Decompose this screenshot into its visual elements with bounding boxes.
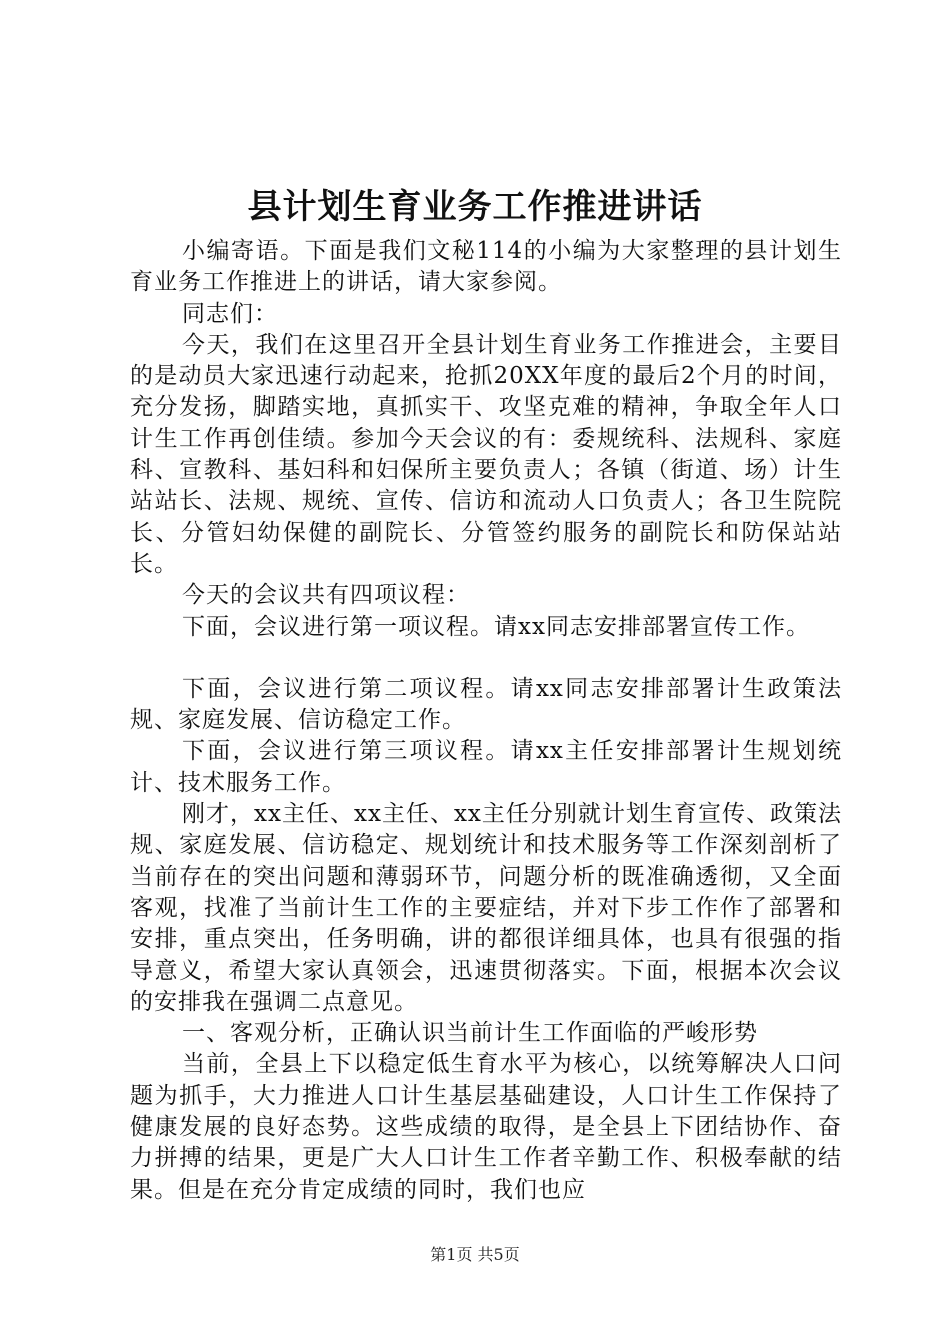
paragraph-summary: 刚才，xx主任、xx主任、xx主任分别就计划生育宣传、政策法规、家庭发展、信访稳定、规划统计和技术服务等工作深刻剖析了当前存在的突出问题和薄弱环节，问题分析的既准确透彻，又全面客观，找准了当前计生工作的主要症结，并对下步工作作了部署和安排，重点突出，任务明确，讲的都很详细具体，也具有很强的指导意义，希望大家认真领会，迅速贯彻落实。下面，根据本次会议的安排我在强调二点意见。 bbox=[130, 801, 842, 1015]
page-footer: 第1页 共5页 bbox=[430, 1245, 520, 1264]
document-body bbox=[130, 236, 842, 1206]
paragraph-agenda-item-2: 下面，会议进行第二项议程。请xx同志安排部署计生政策法规、家庭发展、信访稳定工作。 bbox=[130, 675, 842, 734]
paragraph-situation: 当前，全县上下以稳定低生育水平为核心，以统筹解决人口问题为抓手，大力推进人口计生基层基础建设，人口计生工作保持了健康发展的良好态势。这些成绩的取得，是全县上下团结协作、奋力拼搏的结果，更是广大人口计生工作者辛勤工作、积极奉献的结果。但是在充分肯定成绩的同时，我们也应 bbox=[130, 1051, 842, 1203]
paragraph-salutation: 同志们： bbox=[182, 300, 278, 327]
paragraph-agenda: 今天的会议共有四项议程： bbox=[182, 582, 470, 609]
document-title: 县计划生育业务工作推进讲话 bbox=[247, 187, 703, 227]
paragraph-agenda-item-3: 下面，会议进行第三项议程。请xx主任安排部署计生规划统计、技术服务工作。 bbox=[130, 738, 842, 796]
paragraph-agenda-item-1: 下面，会议进行第一项议程。请xx同志安排部署宣传工作。 bbox=[182, 613, 810, 640]
paragraph-intro: 小编寄语。下面是我们文秘114的小编为大家整理的县计划生育业务工作推进上的讲话，请大家参阅。 bbox=[130, 238, 842, 296]
paragraph-opening: 今天，我们在这里召开全县计划生育业务工作推进会，主要目的是动员大家迅速行动起来，抢抓20XX年度的最后2个月的时间，充分发扬，脚踏实地，真抓实干、攻坚克难的精神，争取全年人口计生工作再创佳绩。参加今天会议的有：委规统科、法规科、家庭科、宣教科、基妇科和妇保所主要负责人；各镇（街道、场）计生站站长、法规、规统、宣传、信访和流动人口负责人；各卫生院院长、分管妇幼保健的副院长、分管签约服务的副院长和防保站站长。 bbox=[130, 331, 842, 577]
section-heading-1: 一、客观分析，正确认识当前计生工作面临的严峻形势 bbox=[182, 1020, 758, 1047]
